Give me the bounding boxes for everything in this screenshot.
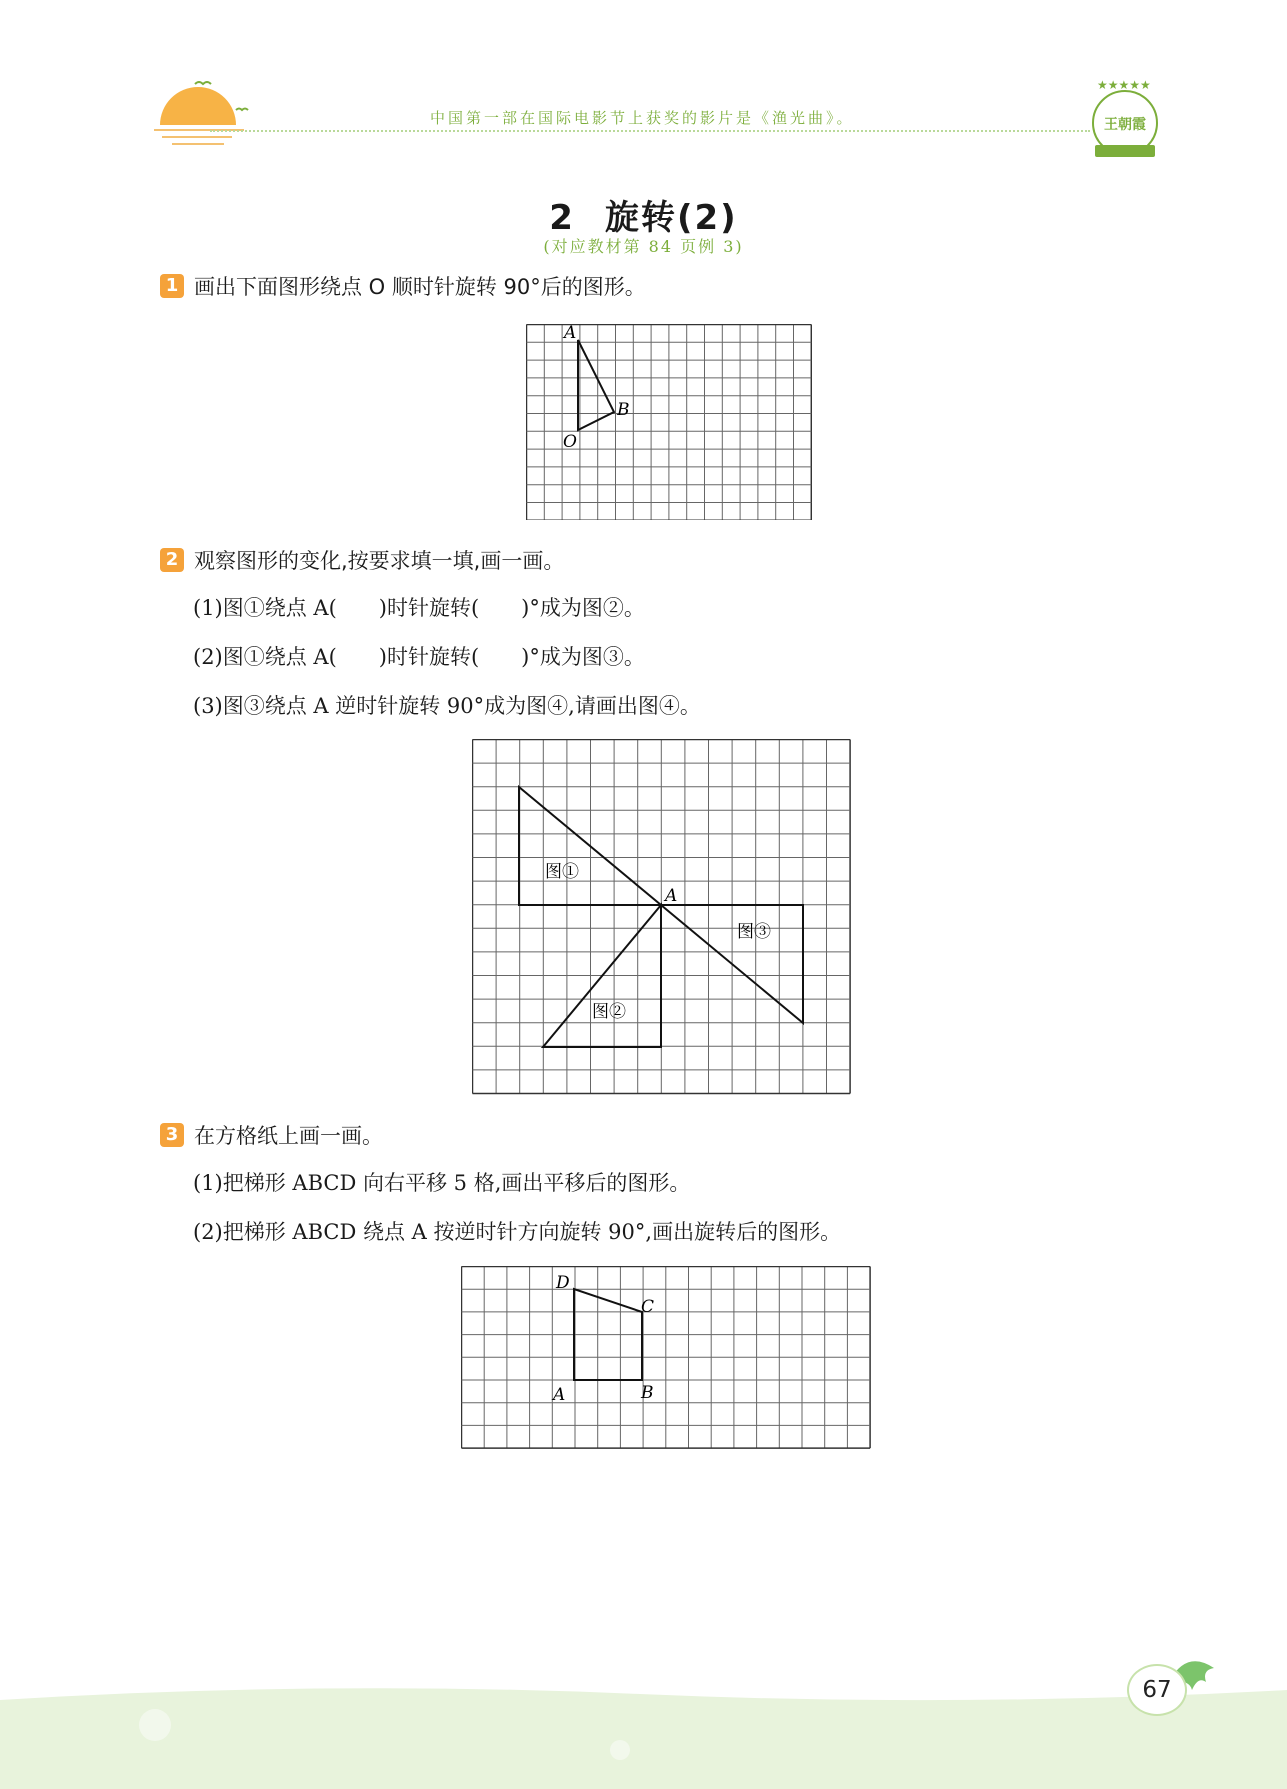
lesson-number: 2 (549, 198, 575, 238)
lesson-reference: (对应教材第 84 页例 3) (543, 237, 744, 256)
lesson-title (0, 190, 1287, 239)
label-c: C (641, 1297, 655, 1317)
label-b: B (641, 1383, 654, 1403)
label-fig-1: 图① (545, 862, 579, 882)
page-number: 67 (1127, 1664, 1187, 1716)
question-1-text: 画出下面图形绕点 O 顺时针旋转 90°后的图形。 (194, 275, 646, 299)
question-2-item-1[interactable]: (1)图①绕点 A( )时针旋转( )°成为图②。 (193, 596, 645, 620)
lesson-title-text: 旋转(2) (604, 198, 738, 238)
question-3-number: 3 (160, 1123, 184, 1147)
header-fact: 中国第一部在国际电影节上获奖的影片是《渔光曲》。 (430, 109, 855, 127)
question-3 (160, 1120, 383, 1150)
label-b: B (617, 400, 630, 420)
question-1 (160, 271, 646, 301)
brand-logo-text: 王朝霞 (1104, 117, 1146, 133)
grid-q2[interactable] (472, 739, 852, 1096)
question-2-item-2[interactable]: (2)图①绕点 A( )时针旋转( )°成为图③。 (193, 645, 645, 669)
footer-wave (0, 1680, 1287, 1789)
star-icon: ★★★★★ (1097, 78, 1151, 92)
question-2-number: 2 (160, 548, 184, 572)
label-o: O (563, 432, 577, 452)
header-divider (210, 130, 1090, 132)
label-fig-3: 图③ (737, 922, 771, 942)
triangle-aob (578, 340, 614, 430)
grid-q1[interactable] (526, 324, 812, 520)
brand-logo (1085, 75, 1165, 165)
question-3-item-1: (1)把梯形 ABCD 向右平移 5 格,画出平移后的图形。 (193, 1171, 691, 1195)
sunset-logo (140, 70, 250, 160)
question-1-number: 1 (160, 274, 184, 298)
label-a: A (553, 1385, 566, 1405)
question-2-item-3: (3)图③绕点 A 逆时针旋转 90°成为图④,请画出图④。 (193, 694, 701, 718)
label-d: D (556, 1273, 570, 1293)
label-a: A (665, 886, 678, 906)
label-a: A (564, 324, 577, 343)
question-3-item-2: (2)把梯形 ABCD 绕点 A 按逆时针方向旋转 90°,画出旋转后的图形。 (193, 1220, 842, 1244)
question-2-text: 观察图形的变化,按要求填一填,画一画。 (194, 549, 565, 573)
label-fig-2: 图② (592, 1002, 626, 1022)
question-3-text: 在方格纸上画一画。 (194, 1124, 383, 1148)
grid-q3[interactable] (461, 1266, 871, 1449)
question-2 (160, 545, 564, 575)
